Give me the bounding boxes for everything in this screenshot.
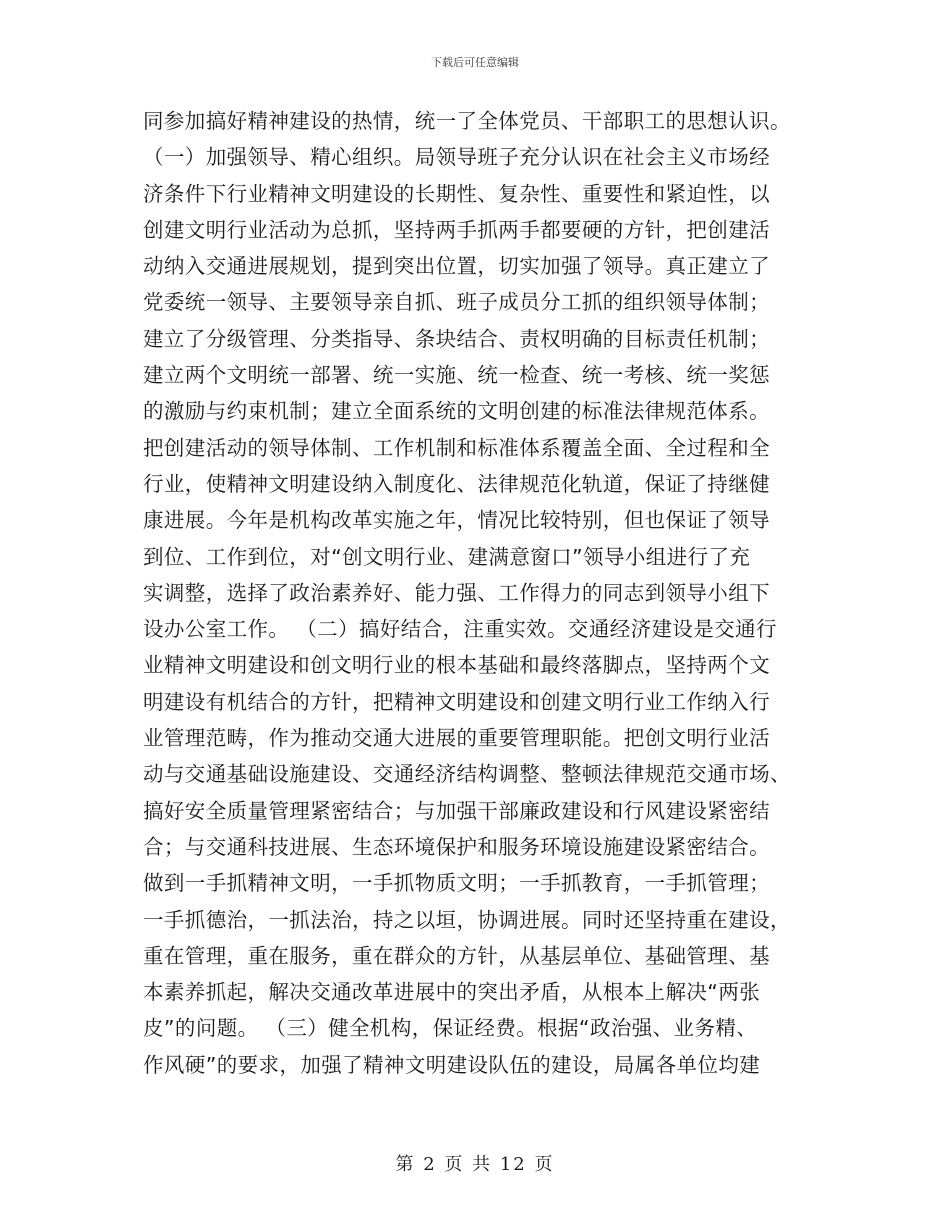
page-header: 下载后可任意编辑 xyxy=(431,56,519,69)
body-line: 合；与交通科技进展、生态环境保护和服务环境设施建设紧密结合。 xyxy=(143,834,770,859)
body-line: 康进展。今年是机构改革实施之年，情况比较特别，但也保证了领导 xyxy=(143,508,770,533)
body-line: 明建设有机结合的方针，把精神文明建设和创建文明行业工作纳入行 xyxy=(143,689,770,714)
body-line: 济条件下行业精神文明建设的长期性、复杂性、重要性和紧迫性，以 xyxy=(143,181,770,206)
body-line: 重在管理，重在服务，重在群众的方针，从基层单位、基础管理、基 xyxy=(143,943,770,968)
body-line: 搞好安全质量管理紧密结合；与加强干部廉政建设和行风建设紧密结 xyxy=(143,798,770,823)
body-line: 的激励与约束机制；建立全面系统的文明创建的标准法律规范体系。 xyxy=(143,399,770,424)
body-line: 实调整，选择了政治素养好、能力强、工作得力的同志到领导小组下 xyxy=(143,580,770,605)
body-line: 业管理范畴，作为推动交通大进展的重要管理职能。把创文明行业活 xyxy=(143,726,770,751)
body-line: 到位、工作到位，对“创文明行业、建满意窗口”领导小组进行了充 xyxy=(143,544,751,569)
body-line: 建立了分级管理、分类指导、条块结合、责权明确的目标责任机制； xyxy=(143,326,770,351)
body-line: 皮”的问题。 （三）健全机构，保证经费。根据“政治强、业务精、 xyxy=(143,1016,758,1041)
body-line: 作风硬”的要求，加强了精神文明建设队伍的建设，局属各单位均建 xyxy=(143,1052,761,1077)
body-line: 创建文明行业活动为总抓，坚持两手抓两手都要硬的方针，把创建活 xyxy=(143,217,770,242)
body-line: 建立两个文明统一部署、统一实施、统一检查、统一考核、统一奖惩 xyxy=(143,363,770,388)
body-line: 一手抓德治，一抓法治，持之以垣，协调进展。同时还坚持重在建设， xyxy=(143,907,791,932)
body-line: 党委统一领导、主要领导亲自抓、班子成员分工抓的组织领导体制； xyxy=(143,290,770,315)
body-line: 设办公室工作。 （二）搞好结合，注重实效。交通经济建设是交通行 xyxy=(143,617,777,642)
body-line: 业精神文明建设和创文明行业的根本基础和最终落脚点，坚持两个文 xyxy=(143,653,770,678)
body-text xyxy=(143,103,823,1083)
body-line: 动纳入交通进展规划，提到突出位置，切实加强了领导。真正建立了 xyxy=(143,254,770,279)
body-line: 本素养抓起，解决交通改革进展中的突出矛盾，从根本上解决“两张 xyxy=(143,980,761,1005)
body-line: 动与交通基础设施建设、交通经济结构调整、整顿法律规范交通市场、 xyxy=(143,762,791,787)
body-line: （一）加强领导、精心组织。局领导班子充分认识在社会主义市场经 xyxy=(143,145,770,170)
body-line: 做到一手抓精神文明，一手抓物质文明；一手抓教育，一手抓管理； xyxy=(143,871,770,896)
body-line: 把创建活动的领导体制、工作机制和标准体系覆盖全面、全过程和全 xyxy=(143,435,770,460)
body-line: 同参加搞好精神建设的热情，统一了全体党员、干部职工的思想认识。 xyxy=(143,109,791,133)
page-footer: 第 2 页 共 12 页 xyxy=(395,1154,555,1175)
body-line: 行业，使精神文明建设纳入制度化、法律规范化轨道，保证了持继健 xyxy=(143,471,770,496)
